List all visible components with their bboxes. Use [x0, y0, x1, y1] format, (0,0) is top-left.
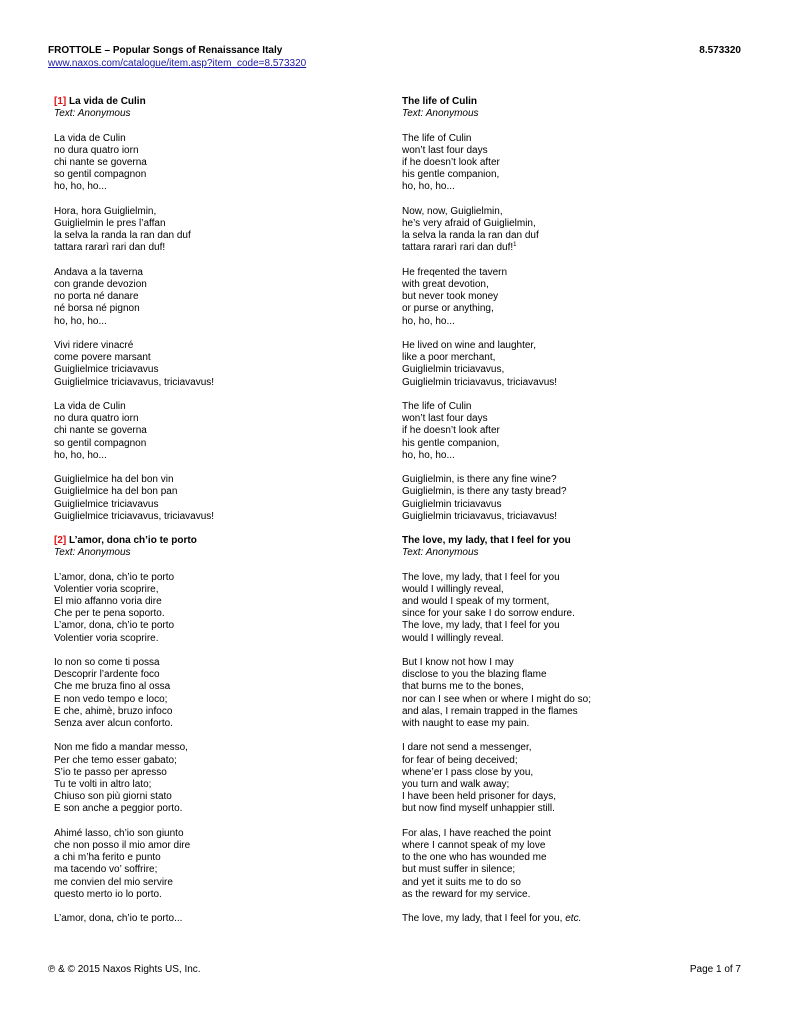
verse-text: questo merto io lo porto. — [54, 888, 162, 900]
verse-text: with great devotion, — [402, 279, 489, 290]
verse-text: and yet it suits me to do so — [402, 876, 521, 888]
verse-text: tattara rararì rari dan duf! — [402, 242, 514, 254]
verse-text: to the one who has wounded me — [402, 852, 547, 864]
verse-line — [402, 596, 742, 608]
verse-line — [402, 633, 742, 645]
verse-line — [54, 877, 394, 889]
verse-line — [402, 206, 742, 218]
verse-line — [402, 218, 742, 230]
verse-text: L’amor, dona, ch’io te porto... — [54, 913, 183, 925]
verse-line — [402, 608, 742, 620]
verse-line — [54, 669, 394, 681]
verse-text: a chi m’ha ferito e punto — [54, 852, 161, 864]
verse-text: Che per te pena soporto. — [54, 608, 165, 620]
verse-line — [402, 718, 742, 730]
verse-text: For alas, I have reached the point — [402, 827, 551, 839]
verse-line — [54, 791, 394, 803]
verse-line — [54, 157, 394, 169]
text-credit: Text: Anonymous — [402, 108, 479, 120]
verse-line — [54, 145, 394, 157]
song-section — [54, 535, 394, 925]
verse-text: tattara rararì rari dan duf! — [54, 242, 166, 254]
verse-text: since for your sake I do sorrow endure. — [402, 608, 575, 620]
verse-line — [402, 669, 742, 681]
verse-text: Guiglielmin triciavavus — [402, 498, 502, 510]
verse-text: E che, ahimè, bruzo infoco — [54, 705, 173, 717]
stanza — [54, 742, 394, 815]
verse-line — [54, 133, 394, 145]
verse-line — [402, 840, 742, 852]
verse-line — [54, 218, 394, 230]
verse-text: ho, ho, ho... — [54, 315, 107, 327]
text-credit: Text: Anonymous — [54, 547, 131, 559]
verse-text: come povere marsant — [54, 352, 151, 364]
catalogue-link[interactable]: www.naxos.com/catalogue/item.asp?item_code=8.573320 — [48, 58, 307, 69]
stanza — [402, 267, 742, 328]
verse-line — [402, 913, 742, 925]
verse-text: la selva la randa la ran dan duf — [54, 230, 191, 242]
verse-text: che non posso il mio amor dire — [54, 840, 191, 852]
stanza — [54, 474, 394, 523]
verse-line — [402, 450, 742, 462]
verse-text: Andava a la taverna — [54, 266, 143, 278]
verse-line — [54, 706, 394, 718]
verse-text: Volentier voria scoprire. — [54, 632, 159, 644]
stanza — [54, 657, 394, 730]
verse-text: with naught to ease my pain. — [402, 718, 530, 730]
verse-text: no porta né danare — [54, 291, 139, 303]
verse-text: would I willingly reveal. — [402, 632, 504, 644]
verse-line — [402, 230, 742, 242]
verse-text: né borsa né pignon — [54, 303, 140, 315]
verse-text: The love, my lady, that I feel for you — [402, 620, 560, 632]
verse-text: you turn and walk away; — [402, 779, 510, 791]
verse-text: Guiglielmin le pres l’affan — [54, 218, 166, 229]
etc-text: etc. — [565, 913, 582, 925]
stanza — [402, 572, 742, 645]
verse-line — [54, 279, 394, 291]
verse-text: if he doesn’t look after — [402, 425, 500, 437]
verse-line — [54, 206, 394, 218]
verse-line — [402, 828, 742, 840]
page-number: Page 1 of 7 — [689, 964, 741, 975]
verse-text: La vida de Culin — [54, 401, 126, 412]
verse-line — [54, 450, 394, 462]
verse-text: Guiglielmin triciavavus, triciavavus! — [402, 510, 558, 522]
verse-line — [54, 572, 394, 584]
text-credit: Text: Anonymous — [402, 547, 479, 559]
verse-line — [402, 291, 742, 303]
verse-text: The life of Culin — [402, 132, 472, 144]
verse-text: Non me fido a mandar messo, — [54, 742, 188, 754]
verse-line — [402, 791, 742, 803]
stanza — [54, 206, 394, 255]
verse-line — [402, 145, 742, 157]
verse-line — [402, 779, 742, 791]
song-title-text: L’amor, dona ch’io te porto — [69, 535, 197, 546]
verse-line — [54, 681, 394, 693]
verse-text: ho, ho, ho... — [402, 181, 455, 193]
verse-line — [402, 267, 742, 279]
verse-text: as the reward for my service. — [402, 888, 531, 900]
catalogue-number: 8.573320 — [699, 45, 741, 56]
text-credit: Text: Anonymous — [54, 108, 131, 120]
verse-text: Now, now, Guiglielmin, — [402, 205, 503, 217]
verse-text: ho, ho, ho... — [54, 181, 107, 193]
stanza — [402, 474, 742, 523]
verse-line — [402, 316, 742, 328]
verse-line — [402, 877, 742, 889]
verse-line — [402, 401, 742, 413]
verse-text: la selva la randa la ran dan duf — [402, 230, 539, 242]
verse-text: so gentil compagnon — [54, 437, 147, 449]
stanza — [54, 828, 394, 901]
verse-text: He lived on wine and laughter, — [402, 340, 536, 351]
verse-text: Guiglielmin, is there any fine wine? — [402, 474, 557, 486]
verse-text: chi nante se governa — [54, 425, 147, 437]
verse-line — [54, 267, 394, 279]
verse-text: would I willingly reveal, — [402, 583, 504, 595]
verse-line — [402, 889, 742, 901]
verse-line — [402, 279, 742, 291]
stanza — [54, 913, 394, 925]
verse-line — [402, 852, 742, 864]
verse-text: me convien del mio servire — [54, 876, 173, 888]
song-title-text: The life of Culin — [402, 96, 477, 107]
stanza — [402, 828, 742, 901]
verse-line — [402, 438, 742, 450]
verse-line — [54, 364, 394, 376]
song-title — [54, 535, 394, 547]
track-number[interactable]: [1] — [54, 96, 67, 107]
verse-line — [402, 742, 742, 754]
verse-line — [402, 657, 742, 669]
track-number[interactable]: [2] — [54, 535, 67, 546]
verse-text: Guiglielmice triciavavus, triciavavus! — [54, 510, 215, 522]
verse-text: nor can I see when or where I might do so; — [402, 693, 591, 705]
verse-line — [402, 620, 742, 632]
verse-line — [54, 803, 394, 815]
verse-text: Volentier voria scoprire, — [54, 583, 159, 595]
verse-text: no dura quatro iorn — [54, 144, 139, 156]
song-title — [402, 535, 742, 547]
verse-text: I dare not send a messenger, — [402, 742, 532, 754]
verse-line — [54, 620, 394, 632]
verse-line — [54, 303, 394, 315]
stanza — [402, 133, 742, 194]
verse-line — [54, 340, 394, 352]
verse-line — [402, 425, 742, 437]
verse-line — [402, 755, 742, 767]
verse-line — [54, 596, 394, 608]
verse-text: but now find myself unhappier still. — [402, 803, 555, 815]
verse-text: won’t last four days — [402, 413, 488, 425]
verse-text: no dura quatro iorn — [54, 413, 139, 425]
verse-line — [402, 474, 742, 486]
verse-text: but must suffer in silence; — [402, 864, 516, 876]
verse-line — [402, 803, 742, 815]
verse-text: Guiglielmice triciavavus — [54, 498, 159, 510]
stanza — [54, 572, 394, 645]
verse-text: his gentle companion, — [402, 437, 500, 449]
verse-text: Guiglielmice triciavavus — [54, 364, 159, 376]
stanza — [54, 267, 394, 328]
verse-text: that burns me to the bones, — [402, 681, 524, 693]
verse-text: chi nante se governa — [54, 157, 147, 168]
verse-line — [54, 169, 394, 181]
song-title — [402, 96, 742, 108]
verse-text: whene’er I pass close by you, — [402, 766, 534, 778]
verse-line — [402, 181, 742, 193]
verse-line — [402, 694, 742, 706]
verse-text: The love, my lady, that I feel for you, — [402, 913, 566, 925]
verse-line — [54, 486, 394, 498]
verse-line — [402, 377, 742, 389]
verse-line — [54, 840, 394, 852]
verse-text: so gentil compagnon — [54, 169, 147, 181]
verse-text: La vida de Culin — [54, 132, 126, 144]
verse-text: Che me bruza fino al ossa — [54, 681, 171, 693]
verse-line — [54, 694, 394, 706]
verse-line — [402, 584, 742, 596]
verse-text: Chiuso son più giorni stato — [54, 791, 172, 803]
verse-text: The life of Culin — [402, 401, 472, 412]
verse-text: I have been held prisoner for days, — [402, 791, 556, 803]
stanza — [402, 657, 742, 730]
stanza — [54, 340, 394, 389]
song-title — [54, 96, 394, 108]
verse-text: Guiglielmice ha del bon pan — [54, 486, 178, 498]
verse-text: ho, ho, ho... — [54, 449, 107, 461]
stanza — [402, 340, 742, 389]
stanza — [402, 913, 742, 925]
song-title-text: The love, my lady, that I feel for you — [402, 535, 571, 546]
verse-line — [402, 486, 742, 498]
verse-line — [54, 742, 394, 754]
verse-line — [54, 181, 394, 193]
verse-line — [54, 657, 394, 669]
verse-line — [54, 438, 394, 450]
verse-line — [54, 608, 394, 620]
verse-line — [54, 242, 394, 254]
song-section — [402, 96, 742, 523]
copyright-notice: ℗ & © 2015 Naxos Rights US, Inc. — [48, 964, 201, 975]
verse-text: Guiglielmin triciavavus, — [402, 364, 505, 376]
verse-text: L’amor, dona, ch’io te porto — [54, 620, 175, 632]
stanza — [402, 206, 742, 255]
verse-line — [402, 511, 742, 523]
verse-line — [54, 852, 394, 864]
verse-text: but never took money — [402, 291, 499, 303]
verse-line — [54, 352, 394, 364]
verse-text: He freqented the tavern — [402, 266, 508, 278]
song-section — [402, 535, 742, 925]
verse-line — [54, 401, 394, 413]
verse-text: ho, ho, ho... — [402, 449, 455, 461]
verse-line — [54, 864, 394, 876]
verse-line — [54, 584, 394, 596]
stanza — [54, 133, 394, 194]
song-section — [54, 96, 394, 523]
verse-line — [54, 767, 394, 779]
verse-line — [54, 413, 394, 425]
verse-text: Tu te volti in altro lato; — [54, 779, 152, 791]
verse-text: if he doesn’t look after — [402, 157, 500, 168]
verse-line — [54, 230, 394, 242]
verse-text: Vivi ridere vinacré — [54, 340, 134, 351]
verse-text: E non vedo tempo e loco; — [54, 693, 168, 705]
verse-text: disclose to you the blazing flame — [402, 669, 547, 681]
verse-text: ho, ho, ho... — [402, 315, 455, 327]
verse-line — [402, 169, 742, 181]
verse-text: Guiglielmin, is there any tasty bread? — [402, 486, 567, 498]
document-title: FROTTOLE – Popular Songs of Renaissance Italy — [48, 45, 283, 56]
verse-text: where I cannot speak of my love — [402, 840, 546, 852]
verse-line — [54, 828, 394, 840]
verse-line — [402, 413, 742, 425]
stanza — [402, 401, 742, 462]
verse-text: and would I speak of my torment, — [402, 596, 550, 607]
verse-line — [402, 303, 742, 315]
verse-text: and alas, I remain trapped in the flames — [402, 705, 578, 717]
verse-line — [402, 767, 742, 779]
verse-line — [54, 425, 394, 437]
verse-text: S’io te passo per apresso — [54, 766, 167, 778]
verse-text: Hora, hora Guiglielmin, — [54, 205, 157, 217]
verse-text: his gentle companion, — [402, 169, 500, 181]
verse-line — [54, 377, 394, 389]
verse-text: The love, my lady, that I feel for you — [402, 571, 560, 583]
verse-text: for fear of being deceived; — [402, 754, 518, 766]
verse-text: ma tacendo vo’ soffrire; — [54, 864, 158, 876]
verse-text: he’s very afraid of Guiglielmin, — [402, 218, 536, 229]
verse-line — [402, 681, 742, 693]
stanza — [402, 742, 742, 815]
verse-text: E son anche a peggior porto. — [54, 803, 183, 815]
verse-line — [402, 706, 742, 718]
verse-text: Per che temo esser gabato; — [54, 754, 177, 766]
verse-line — [54, 474, 394, 486]
verse-line — [54, 291, 394, 303]
verse-text: Descoprir l’ardente foco — [54, 669, 160, 681]
verse-line — [402, 133, 742, 145]
verse-line — [54, 718, 394, 730]
verse-line — [402, 340, 742, 352]
verse-line — [402, 364, 742, 376]
verse-line — [54, 511, 394, 523]
verse-text: Guiglielmice triciavavus, triciavavus! — [54, 376, 215, 388]
verse-text: Senza aver alcun conforto. — [54, 718, 173, 730]
verse-text: Ahimé lasso, ch’io son giunto — [54, 827, 184, 839]
verse-line — [402, 499, 742, 511]
verse-line — [54, 633, 394, 645]
verse-line — [54, 755, 394, 767]
verse-text: Guiglielmin triciavavus, triciavavus! — [402, 376, 558, 388]
verse-line — [54, 913, 394, 925]
song-title-text: La vida de Culin — [69, 96, 146, 107]
verse-line — [402, 864, 742, 876]
verse-text: L’amor, dona, ch’io te porto — [54, 571, 175, 583]
verse-line — [402, 572, 742, 584]
verse-text: won’t last four days — [402, 144, 488, 156]
verse-text: con grande devozion — [54, 279, 147, 290]
verse-text: El mio affanno voria dire — [54, 596, 162, 607]
verse-text: Io non so come ti possa — [54, 657, 160, 668]
verse-line — [402, 352, 742, 364]
verse-text: like a poor merchant, — [402, 352, 496, 364]
verse-line — [54, 499, 394, 511]
verse-line — [402, 242, 742, 254]
footnote-marker: 1 — [513, 242, 517, 249]
verse-line — [54, 316, 394, 328]
verse-line — [402, 157, 742, 169]
verse-line — [54, 779, 394, 791]
stanza — [54, 401, 394, 462]
verse-text: Guiglielmice ha del bon vin — [54, 474, 174, 486]
verse-line — [54, 889, 394, 901]
verse-text: or purse or anything, — [402, 303, 494, 315]
verse-text: But I know not how I may — [402, 657, 514, 668]
